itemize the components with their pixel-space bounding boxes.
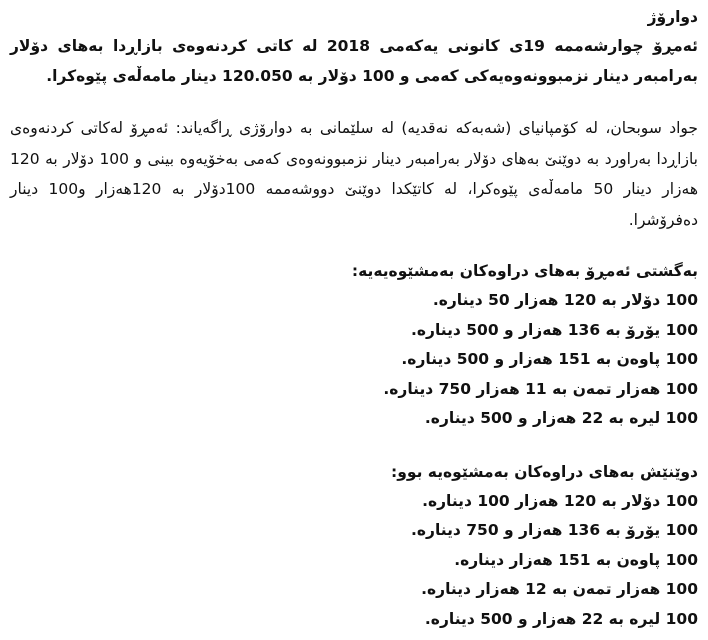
article-category: دوارۆژ <box>647 8 698 26</box>
today-rate-usd: 100 دۆلار بە 120 هەزار 50 دینارە. <box>432 291 698 309</box>
article-body: جواد سوبحان، لە کۆمپانیای (شەبەکە نەقدیە) لە سلێمانی بە دوارۆژی ڕاگەیاند: ئەمڕۆ لەکاتی کردنەوەی بازاڕدا بەراورد بە دوێنێ بەهای دۆلار بەرامبەر دینار نزمبوونەوەی کەمی بەخۆیەوە بینی و 100 دۆلار بە 120 هەزار دینار 50 مامەڵەی پێوەکرا، لە کاتێکدا دوێنێ دووشەممە 100دۆلار بە 120هەزار و100 دینار دەفرۆشرا. <box>10 119 698 229</box>
yesterday-rate-usd: 100 دۆلار بە 120 هەزار 100 دینارە. <box>422 491 698 510</box>
today-rate-pound: 100 پاوەن بە 151 هەزار و 500 دینارە. <box>401 350 698 368</box>
yesterday-rate-euro: 100 یۆرۆ بە 136 هەزار و 750 دینارە. <box>410 521 698 539</box>
yesterday-rates-list <box>10 487 698 635</box>
today-rate-lira: 100 لیرە بە 22 هەزار و 500 دینارە. <box>424 409 698 427</box>
today-rate-euro: 100 یۆرۆ بە 136 هەزار و 500 دینارە. <box>410 320 698 339</box>
yesterday-rates-section <box>10 458 698 635</box>
article-lead: ئەمڕۆ چوارشەممە 19ی کانونی یەکەمی 2018 لە کاتی کردنەوەی بازاڕدا بەهای دۆلار بەرامبەر دینار نزمبوونەوەیەکی کەمی و 100 دۆلار بە 120.050 دینار مامەڵەی پێوەکرا. <box>10 37 698 85</box>
yesterday-rate-lira: 100 لیرە بە 22 هەزار و 500 دینارە. <box>424 609 698 628</box>
yesterday-rates-title: دوێنێش بەهای دراوەکان بەمشێوەیە بوو: <box>391 462 698 481</box>
yesterday-rate-toman: 100 هەزار تمەن بە 12 هەزار دینارە. <box>421 580 698 598</box>
today-rates-section <box>10 257 698 434</box>
today-rates-title: بەگشتی ئەمڕۆ بەهای دراوەکان بەمشێوەیەیە: <box>351 262 698 280</box>
today-rate-toman: 100 هەزار تمەن بە 11 هەزار 750 دینارە. <box>383 379 698 398</box>
yesterday-rate-pound: 100 پاوەن بە 151 هەزار دینارە. <box>454 550 698 569</box>
today-rates-list <box>10 286 698 434</box>
